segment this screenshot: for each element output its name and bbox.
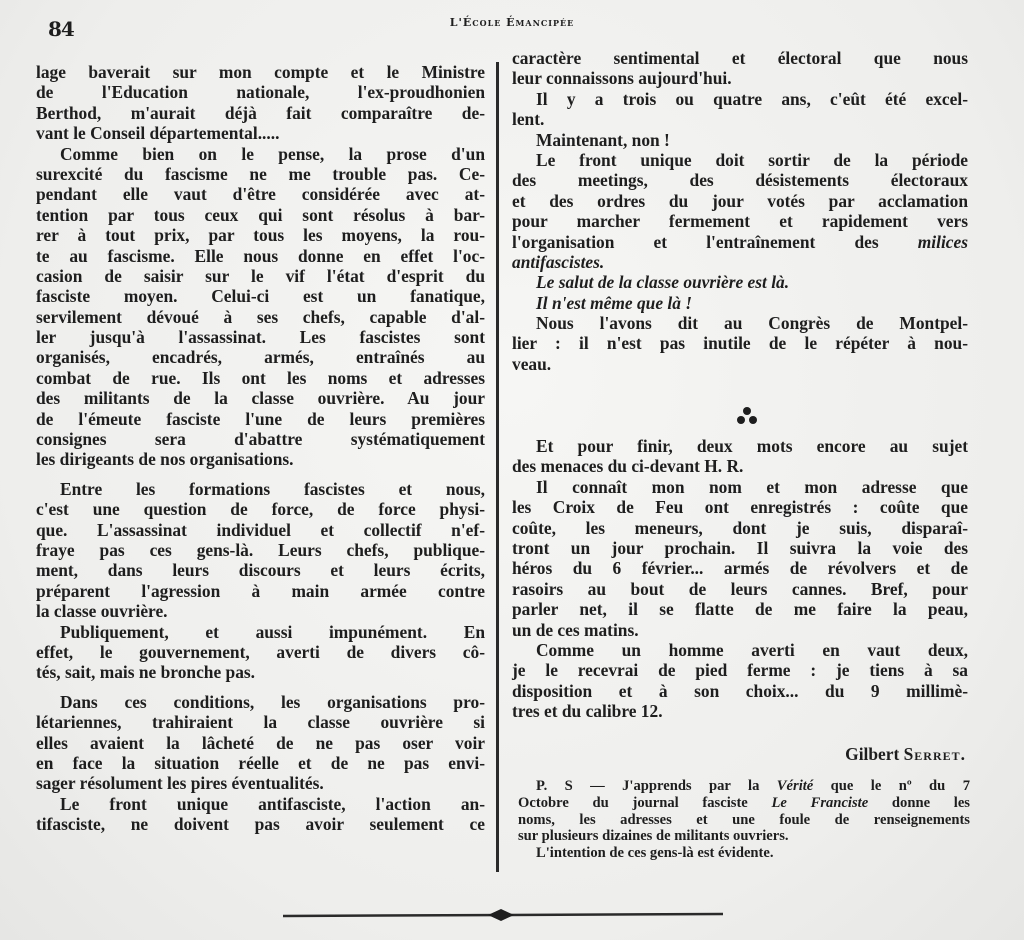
italic-term: milices: [917, 231, 968, 252]
text-line: Berthod, m'aurait déjà fait comparaître de-: [36, 102, 485, 123]
text-line: Nous l'avons dit au Congrès de Montpel-: [536, 313, 968, 334]
text-line: L'intention de ces gens-là est évidente.: [536, 845, 774, 862]
text-line: te au fascisme. Elle nous donne en effet l'oc-: [36, 245, 485, 266]
text-line: de l'émeute fasciste l'une de leurs premières: [36, 408, 485, 429]
left-column: [36, 62, 485, 834]
text-line: et des ordres du jour votés par acclamation: [512, 190, 968, 211]
text-line: Publiquement, et aussi impunément. En: [60, 621, 485, 642]
paragraph-gap: [36, 683, 485, 692]
text-line: que. L'assassinat individuel et collectif n'ef-: [36, 519, 485, 540]
paragraph-gap: [36, 470, 485, 479]
text-line: surexcité du fascisme ne me trouble pas. Ce-: [36, 163, 485, 184]
text-line: héros du 6 février... armés de révolvers et de: [512, 558, 968, 579]
asterism-ornament-icon: [732, 405, 762, 427]
text-line: létariennes, trahiraient la classe ouvrière si: [36, 712, 485, 733]
text-line: consignes sera d'abattre systématiquement: [36, 429, 485, 450]
text-line: casion de saisir sur le vif l'état d'esprit du: [36, 265, 485, 286]
text-line: des meetings, des désistements électoraux: [512, 170, 968, 191]
text-line: ment, dans leurs discours et leurs écrits,: [36, 560, 485, 581]
text-line: combat de rue. Ils ont les noms et adresses: [36, 367, 485, 388]
text-line: disposition et à son choix... du 9 millimè-: [512, 680, 968, 701]
text-line: vant le Conseil départemental.....: [36, 123, 280, 144]
text-line: en face la situation réelle et de ne pas envi-: [36, 752, 485, 773]
text-line: Il n'est même que là !: [536, 292, 693, 313]
text-line: Octobre du journal fasciste Le Franciste donne les: [518, 794, 970, 811]
text-line: lent.: [512, 109, 545, 130]
text-line: je le recevrai de pied ferme : je tiens à sa: [512, 660, 968, 681]
text-line: des menaces du ci-devant H. R.: [512, 456, 744, 477]
text-line: lier : il n'est pas inutile de le répéter à nou-: [512, 333, 968, 354]
text-line: Il connaît mon nom et mon adresse que: [536, 476, 968, 497]
text-line: tres et du calibre 12.: [512, 701, 663, 722]
text-line: organisés, encadrés, armés, entraînés au: [36, 347, 485, 368]
page-number: 84: [48, 17, 74, 41]
text-line: les dirigeants de nos organisations.: [36, 449, 294, 470]
running-title: L'École Émancipée: [449, 16, 575, 29]
text-line: ler jusqu'à l'assassinat. Les fascistes sont: [36, 327, 485, 348]
author-last-name: Serret.: [903, 744, 966, 764]
text-line: rer à tout prix, par tous les moyens, la rou-: [36, 225, 485, 246]
author-signature: [845, 744, 966, 765]
text-line: Et pour finir, deux mots encore au sujet: [536, 436, 968, 456]
text-line: des militants de la classe ouvrière. Au jour: [36, 388, 485, 409]
text-line: tront un jour prochain. Il suivra la voie des: [512, 537, 968, 558]
text-line: coûte, les meneurs, dont je suis, disparaî-: [512, 517, 968, 538]
text-line: elles avaient la lâcheté de ne pas oser voir: [36, 732, 485, 753]
text-line: rasoirs au bout de leurs cannes. Bref, pour: [512, 578, 968, 599]
text-line: Il y a trois ou quatre ans, c'eût été excel-: [536, 88, 968, 109]
text-line: Le salut de la classe ouvrière est là.: [536, 272, 790, 293]
text-line: Le front unique doit sortir de la période: [536, 149, 968, 170]
text-line: noms, les adresses et une foule de renseignements: [518, 811, 970, 828]
diamond-rule-ornament-icon: [283, 906, 723, 926]
text-line: c'est une question de force, de force physi-: [36, 499, 485, 520]
text-line: tifasciste, ne doivent pas avoir seulement ce: [36, 814, 485, 835]
text-line: un de ces matins.: [512, 619, 639, 640]
italic-term: Le Franciste: [771, 794, 869, 811]
text-line: l'organisation et l'entraînement des milices: [512, 231, 968, 252]
text-line: Comme bien on le pense, la prose d'un: [60, 143, 485, 164]
text-line: Entre les formations fascistes et nous,: [60, 478, 485, 499]
text-line: caractère sentimental et électoral que nous: [512, 48, 968, 68]
postscript: [518, 778, 970, 862]
text-line: de l'Education nationale, l'ex-proudhonien: [36, 82, 485, 103]
text-line: P. S — J'apprends par la Vérité que le nº du 7: [536, 778, 970, 794]
text-line: pendant elle vaut d'être considérée avec at-: [36, 184, 485, 205]
right-column: [512, 48, 968, 374]
italic-term: Vérité: [776, 778, 814, 794]
text-line: la classe ouvrière.: [36, 601, 168, 622]
text-line: sager résolument les pires éventualités.: [36, 773, 324, 794]
text-line: Comme un homme averti en vaut deux,: [536, 639, 968, 660]
column-divider: [496, 62, 499, 872]
text-line: fraye pas ces gens-là. Leurs chefs, publique-: [36, 539, 485, 560]
text-line: servilement dévoué à ses chefs, capable d'al-: [36, 306, 485, 327]
text-line: préparent l'agression à main armée contre: [36, 580, 485, 601]
text-line: Maintenant, non !: [536, 129, 670, 150]
text-line: Le front unique antifasciste, l'action an-: [60, 793, 485, 814]
text-line: tés, sait, mais ne bronche pas.: [36, 662, 256, 683]
text-line: antifascistes.: [512, 251, 605, 272]
text-line: pour marcher fermement et rapidement vers: [512, 211, 968, 232]
text-line: leur connaissons aujourd'hui.: [512, 68, 732, 89]
text-line: parler net, il se flatte de me faire la peau,: [512, 599, 968, 620]
text-line: les Croix de Feu ont enregistrés : coûte que: [512, 497, 968, 518]
text-line: sur plusieurs dizaines de militants ouvriers.: [518, 828, 789, 845]
text-line: lage baverait sur mon compte et le Ministre: [36, 62, 485, 82]
author-first-name: Gilbert: [845, 744, 900, 764]
text-line: fasciste moyen. Celui-ci est un fanatique,: [36, 286, 485, 307]
text-line: tention par tous ceux qui sont résolus à bar-: [36, 204, 485, 225]
text-line: effet, le gouvernement, averti de divers cô-: [36, 641, 485, 662]
text-line: Dans ces conditions, les organisations pro-: [60, 691, 485, 712]
right-column-continued: [512, 436, 968, 721]
text-line: veau.: [512, 353, 552, 374]
